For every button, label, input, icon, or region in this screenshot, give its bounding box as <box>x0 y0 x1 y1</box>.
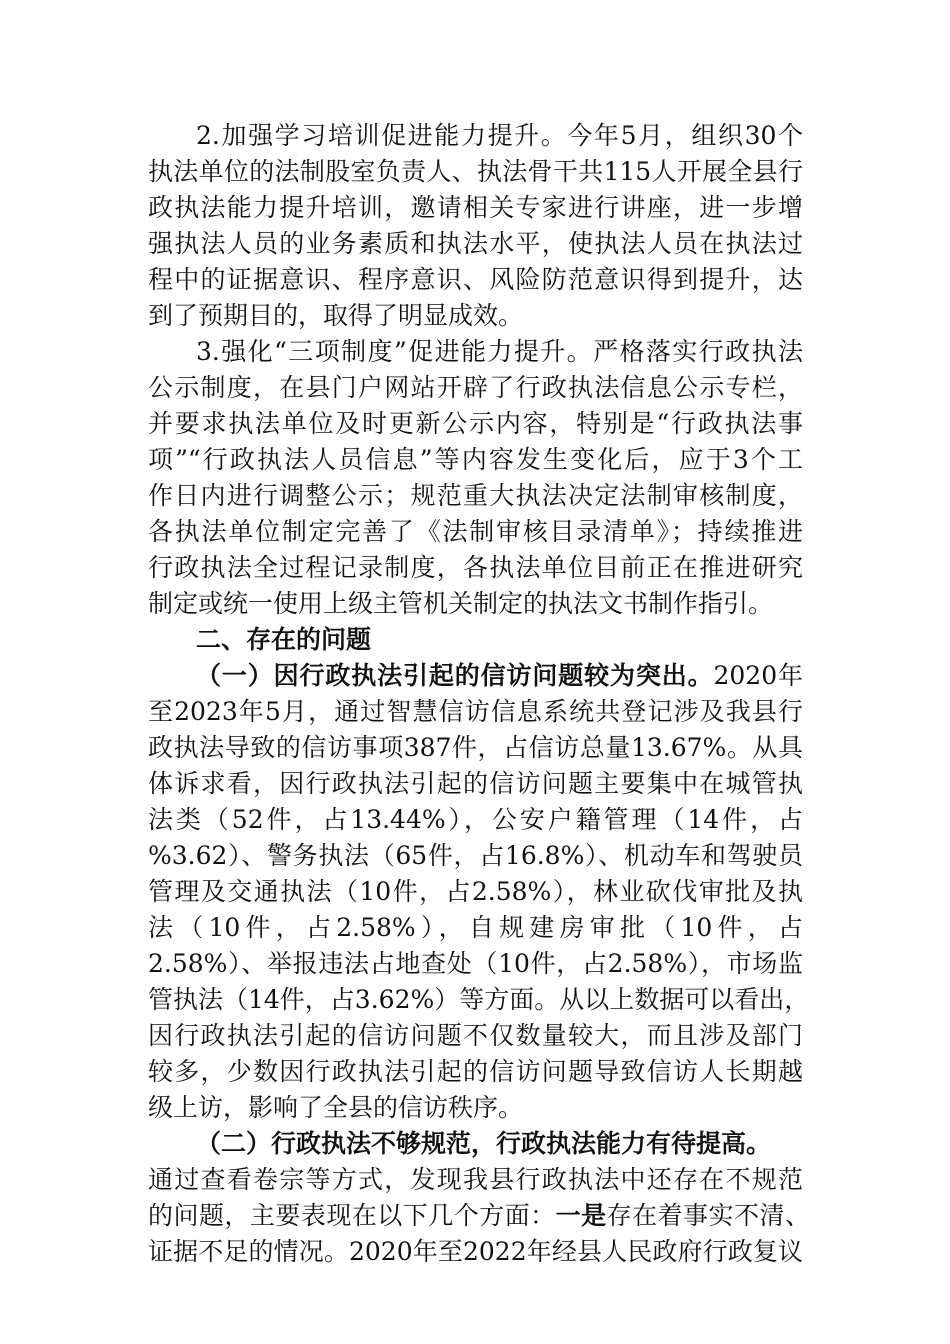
sub-2-heading: （二）行政执法不够规范，行政执法能力有待提高。 <box>196 1129 772 1158</box>
sub-1-line-9: 2.58%）、举报违法占地查处（10件，占2.58%），市场监 <box>148 949 803 978</box>
para-2-line-6: 到了预期目的，取得了明显成效。 <box>148 301 524 330</box>
sub-1-line-2: 至2023年5月，通过智慧信访信息系统共登记涉及我县行 <box>148 697 803 726</box>
sub-2-first-point-label: 一是 <box>555 1201 607 1230</box>
sub-1-line-8: 法（10件，占2.58%），自规建房审批（10件，占 <box>148 913 803 942</box>
para-2-line-3: 政执法能力提升培训，邀请相关专家进行讲座，进一步增 <box>148 193 803 222</box>
para-3-line-6: 各执法单位制定完善了《法制审核目录清单》；持续推进 <box>148 517 803 546</box>
para-3-line-7: 行政执法全过程记录制度，各执法单位目前正在推进研究 <box>148 553 803 582</box>
para-3-line-8: 制定或统一使用上级主管机关制定的执法文书制作指引。 <box>148 589 774 618</box>
section-heading: 二、存在的问题 <box>196 625 372 654</box>
para-3-line-4: 项”“行政执法人员信息”等内容发生变化后，应于3个工 <box>148 445 803 474</box>
sub-1-line-11: 因行政执法引起的信访问题不仅数量较大，而且涉及部门 <box>148 1021 803 1050</box>
sub-1-line-1-rest: 2020年 <box>713 661 803 690</box>
sub-1-line-6: %3.62）、警务执法（65件，占16.8%）、机动车和驾驶员 <box>148 841 803 870</box>
para-2-line-1: 2.加强学习培训促进能力提升。今年5月，组织30个 <box>196 121 803 150</box>
sub-2-line-3 <box>148 1196 810 1236</box>
sub-1-line-4: 体诉求看，因行政执法引起的信访问题主要集中在城管执 <box>148 769 803 798</box>
sub-1-line-12: 较多，少数因行政执法引起的信访问题导致信访人长期越 <box>148 1057 803 1086</box>
sub-1-heading: （一）因行政执法引起的信访问题较为突出。 <box>196 661 714 690</box>
para-3-line-1: 3.强化“三项制度”促进能力提升。严格落实行政执法 <box>196 337 803 366</box>
sub-1-line-10: 管执法（14件，占3.62%）等方面。从以上数据可以看出， <box>148 985 810 1014</box>
para-2-line-2: 执法单位的法制股室负责人、执法骨干共115人开展全县行 <box>148 157 803 186</box>
sub-2-line-4: 证据不足的情况。2020年至2022年经县人民政府行政复议 <box>148 1237 803 1266</box>
sub-1-line-3: 政执法导致的信访事项387件，占信访总量13.67%。从具 <box>148 733 803 762</box>
sub-1-line-13: 级上访，影响了全县的信访秩序。 <box>148 1093 524 1122</box>
para-3-line-5: 作日内进行调整公示；规范重大执法决定法制审核制度， <box>148 481 803 510</box>
sub-1-line-5: 法类（52件，占13.44%），公安户籍管理（14件，占 <box>148 805 803 834</box>
para-3-line-3: 并要求执法单位及时更新公示内容，特别是“行政执法事 <box>148 409 803 438</box>
sub-1-line-1 <box>196 656 803 696</box>
sub-1-line-7: 管理及交通执法（10件，占2.58%），林业砍伐审批及执 <box>148 877 803 906</box>
sub-2-line-3-post: 存在着事实不清、 <box>606 1201 810 1230</box>
sub-2-line-3-pre: 的问题，主要表现在以下几个方面： <box>148 1201 556 1230</box>
para-2-line-5: 程中的证据意识、程序意识、风险防范意识得到提升，达 <box>148 265 803 294</box>
para-3-line-2: 公示制度，在县门户网站开辟了行政执法信息公示专栏， <box>148 373 803 402</box>
para-2-line-4: 强执法人员的业务素质和执法水平，使执法人员在执法过 <box>148 229 803 258</box>
sub-2-line-2: 通过查看卷宗等方式，发现我县行政执法中还存在不规范 <box>148 1165 803 1194</box>
